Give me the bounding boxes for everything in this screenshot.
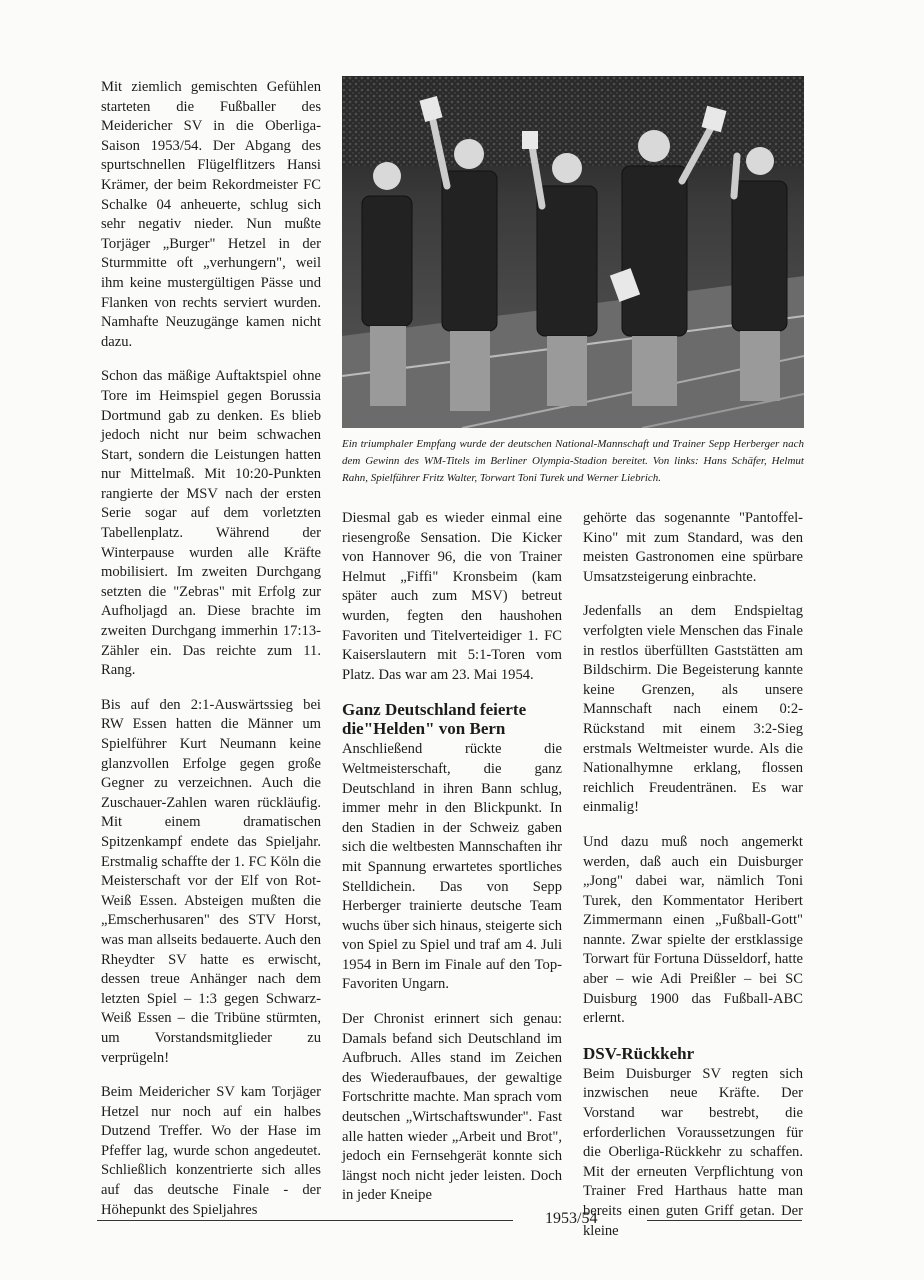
photo-caption: Ein triumphaler Empfang wurde der deutschen National-Mannschaft und Trainer Sepp Herberger nach dem Gewinn des WM-Titels im Berliner Olympia-Stadion bereitet. Von links: Hans Schäfer, Helmut Rahn, Spielführer Fritz Walter, Torwart Toni Turek und Werner Liebrich. xyxy=(342,438,804,484)
paragraph: Der Chronist erinnert sich genau: Damals befand sich Deutschland im Aufbruch. Alles stand im Zeichen des Wiederaufbaues, der gewaltige Fortschritte machte. Man sprach vom deutschen „Wirtschaftswunder". Fast alle hatten wieder „Arbeit und Brot", jedoch ein Fernsehgerät konnte sich längst noch nicht jeder leisten. Doch in jeder Kneipe xyxy=(342,1011,562,1204)
section-heading: DSV-Rückkehr xyxy=(583,1043,695,1063)
paragraph: Jedenfalls an dem Endspieltag verfolgten viele Menschen das Finale in restlos überfüllten Gaststätten am Bildschirm. Die Begeisterung kannte keine Grenzen, als unsere Mannschaft nach einem 0:2-Rückstand mit einem 3:2-Sieg erstmals Weltmeister wurde. Als die Nationalhymne erklang, flossen reichlich Freudentränen. Es war einmalig! xyxy=(583,603,803,816)
paragraph: Beim Meidericher SV kam Torjäger Hetzel nur noch auf ein halbes Dutzend Treffer. Wo der Hase im Pfeffer lag, wurde schon angedeutet. Schließlich konzentrierte sich alles auf das deutsche Finale - der Höhepunkt des Spieljahres xyxy=(101,1084,321,1218)
paragraph: Beim Duisburger SV regten sich inzwischen neue Kräfte. Der Vorstand war bestrebt, die erforderlichen Voraussetzungen für die Oberliga-Rückkehr zu schaffen. Mit der erneuten Verpflichtung von Trainer Fred Harthaus hatte man bereits einen guten Griff getan. Der kleine xyxy=(583,1065,803,1239)
text-column-right xyxy=(583,509,803,1256)
paragraph: Bis auf den 2:1-Auswärtssieg bei RW Essen hatten die Männer um Spielführer Kurt Neumann keine glanzvollen Erfolge gegen große Gegner zu verzeichnen. Auch die Zuschauer-Zahlen waren rückläufig. Mit einem dramatischen Spitzenkampf endete das Spieljahr. Erstmalig schaffte der 1. FC Köln die Meisterschaft vor der Elf von Rot-Weiß Essen. Absteigen mußten die „Emscherhusaren" des STV Horst, was man allseits bedauerte. Auch den Rheydter SV hatte es erwischt, dessen treue Anhänger nach dem letzten Spiel – 1:3 gegen Schwarz-Weiß Essen – die Tribüne stürmten, um Vorstandsmitglieder zu verprügeln! xyxy=(101,696,321,1066)
paragraph: Und dazu muß noch angemerkt werden, daß auch ein Duisburger „Jong" dabei war, nämlich Toni Turek, den Kommentator Heribert Zimmermann einen „Fußball-Gott" nannte. Zwar spielte der erstklassige Torwart für Fortuna Düsseldorf, hatte aber – wie Adi Preißler – bei SC Duisburg 1900 das Fußball-ABC erlernt. xyxy=(583,833,803,1027)
page-number: 1953/54 xyxy=(545,1210,598,1227)
text-column-left xyxy=(101,78,321,1235)
paragraph: Diesmal gab es wieder einmal eine riesengroße Sensation. Die Kicker von Hannover 96, die von Trainer Helmut „Fiffi" Kronsbeim (kam später auch zum MSV) betreut wurden, fegten den haushohen Favoriten und Titelverteidiger 1. FC Kaiserslautern mit 5:1-Toren vom Platz. Das war am 23. Mai 1954. xyxy=(342,510,562,683)
section-heading: Ganz Deutschland feierte die"Helden" von Bern xyxy=(342,700,527,739)
footer-rule-right xyxy=(647,1220,802,1221)
paragraph: gehörte das sogenannte "Pantoffel-Kino" mit zum Standard, was den meisten Gastronomen eine spürbare Umsatzsteigerung einbrachte. xyxy=(583,510,803,585)
team-photo-illustration xyxy=(342,76,804,428)
paragraph: Anschließend rückte die Weltmeisterschaft, die ganz Deutschland in ihren Bann schlug, immer mehr in den Blickpunkt. In den Stadien in der Schweiz gaben sich die weltbesten Mannschaften ihr mit Spannung erwartetes sportliches Stelldichein. Das von Sepp Herberger trainierte deutsche Team wuchs über sich hinaus, steigerte sich von Spiel zu Spiel und traf am 4. Juli 1954 in Bern im Finale auf den Top-Favoriten Ungarn. xyxy=(342,741,562,993)
team-photo xyxy=(342,76,804,428)
paragraph: Mit ziemlich gemischten Gefühlen starteten die Fußballer des Meidericher SV in die Oberliga-Saison 1953/54. Der Abgang des spurtschnellen Flügelflitzers Hansi Krämer, der beim Rekordmeister FC Schalke 04 anheuerte, schlug sich sehr negativ nieder. Nun mußte Torjäger „Burger" Hetzel in der Sturmmitte oft „verhungern", weil ihm keine mustergültigen Pässe und Flanken von rechts serviert wurden. Namhafte Neuzugänge kamen nicht dazu. xyxy=(101,79,321,350)
text-column-middle xyxy=(342,509,562,1221)
footer-rule-left xyxy=(97,1220,513,1221)
paragraph: Schon das mäßige Auftaktspiel ohne Tore im Heimspiel gegen Borussia Dortmund gab zu denken. Es blieb jedoch nicht nur beim schwachen Start, sondern die Leistungen hatten nur Mittelmaß. Mit 10:20-Punkten rangierte der MSV nach der ersten Serie sogar auf dem vorletzten Tabellenplatz. Während der Winterpause wurden alle Kräfte mobilisiert. Im zweiten Durchgang setzten die "Zebras" mit Erfolg zur Aufholjagd an. Diese brachte im zweiten Durchgang immerhin 17:13-Zähler ein. Das reichte zum 11. Rang. xyxy=(101,368,321,679)
